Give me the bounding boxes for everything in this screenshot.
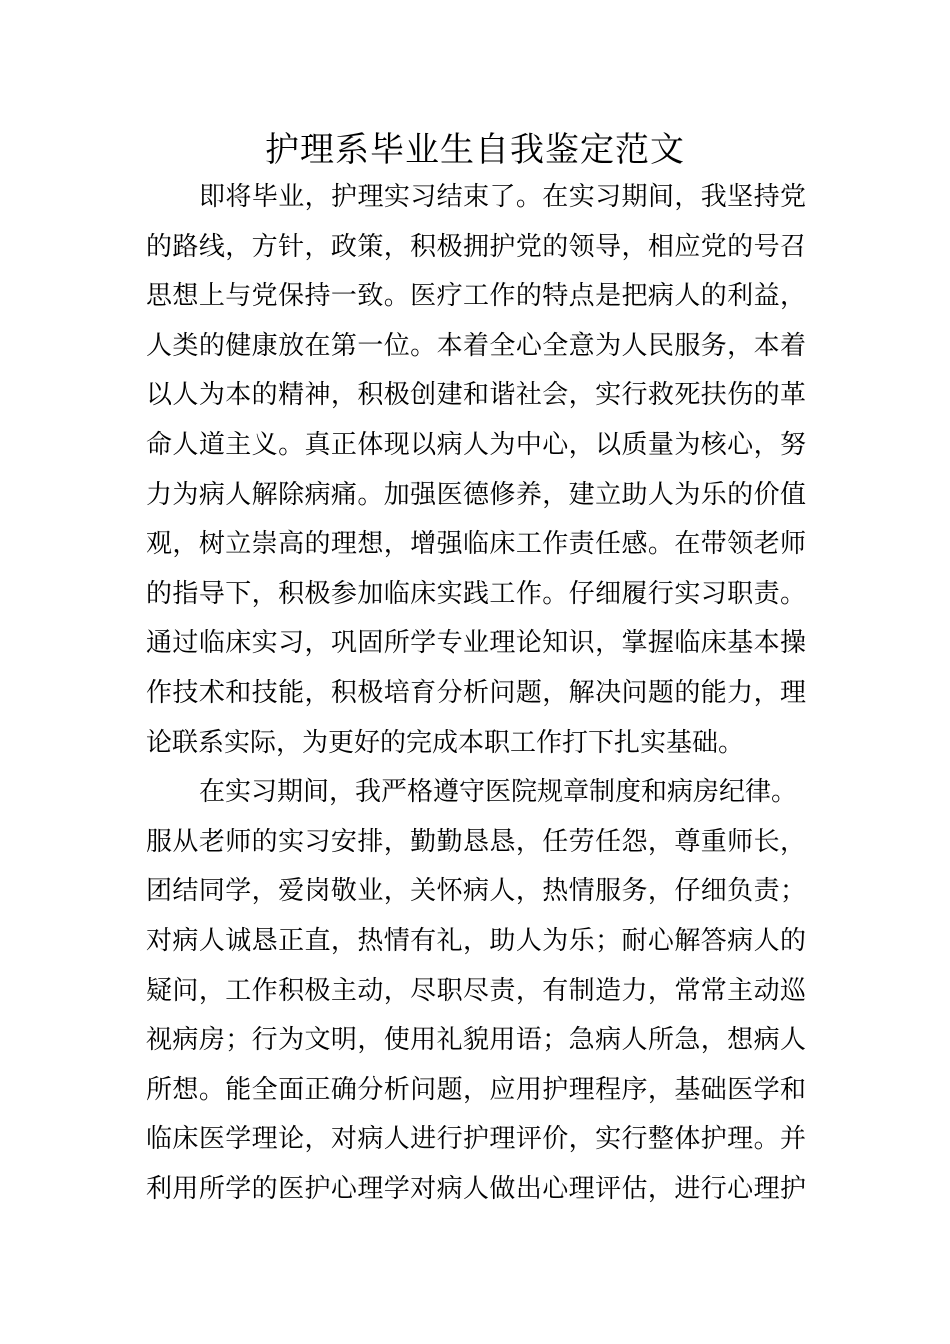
paragraph-1-line-4: 人类的健康放在第一位。本着全心全意为人民服务，本着 <box>146 330 806 361</box>
paragraph-2-line-2: 服从老师的实习安排，勤勤恳恳，任劳任怨，尊重师长， <box>146 826 806 857</box>
paragraph-2-line-3: 团结同学，爱岗敬业，关怀病人，热情服务，仔细负责； <box>146 876 806 907</box>
paragraph-2-line-5: 疑问，工作积极主动，尽职尽责，有制造力，常常主动巡 <box>146 975 806 1006</box>
paragraph-2-line-6: 视病房；行为文明，使用礼貌用语；急病人所急，想病人 <box>146 1025 806 1056</box>
paragraph-1-line-12: 论联系实际，为更好的完成本职工作打下扎实基础。 <box>146 727 745 758</box>
paragraph-2-line-7: 所想。能全面正确分析问题，应用护理程序，基础医学和 <box>146 1074 806 1105</box>
paragraph-1-line-8: 观，树立崇高的理想，增强临床工作责任感。在带领老师 <box>146 529 806 560</box>
paragraph-1-line-9: 的指导下，积极参加临床实践工作。仔细履行实习职责。 <box>146 578 806 609</box>
paragraph-2-line-9: 利用所学的医护心理学对病人做出心理评估，进行心理护 <box>146 1173 806 1204</box>
paragraph-1-line-7: 力为病人解除病痛。加强医德修养，建立助人为乐的价值 <box>146 479 806 510</box>
paragraph-1-line-3: 思想上与党保持一致。医疗工作的特点是把病人的利益， <box>146 281 806 312</box>
paragraph-1-line-5: 以人为本的精神，积极创建和谐社会，实行救死扶伤的革 <box>146 380 806 411</box>
paragraph-2-line-4: 对病人诚恳正直，热情有礼，助人为乐；耐心解答病人的 <box>146 925 806 956</box>
paragraph-1-line-10: 通过临床实习，巩固所学专业理论知识，掌握临床基本操 <box>146 628 806 659</box>
paragraph-2-line-8: 临床医学理论，对病人进行护理评价，实行整体护理。并 <box>146 1124 806 1155</box>
paragraph-1-line-1: 即将毕业，护理实习结束了。在实习期间，我坚持党 <box>199 182 806 212</box>
paragraph-1-line-6: 命人道主义。真正体现以病人为中心，以质量为核心，努 <box>146 429 806 460</box>
paragraph-1-line-2: 的路线，方针，政策，积极拥护党的领导，相应党的号召 <box>146 231 806 262</box>
document-body <box>146 173 806 1214</box>
paragraph-2-line-1: 在实习期间，我严格遵守医院规章制度和病房纪律。 <box>199 777 798 808</box>
paragraph-1-line-11: 作技术和技能，积极培育分析问题，解决问题的能力，理 <box>146 677 806 708</box>
document-title: 护理系毕业生自我鉴定范文 <box>265 130 685 170</box>
